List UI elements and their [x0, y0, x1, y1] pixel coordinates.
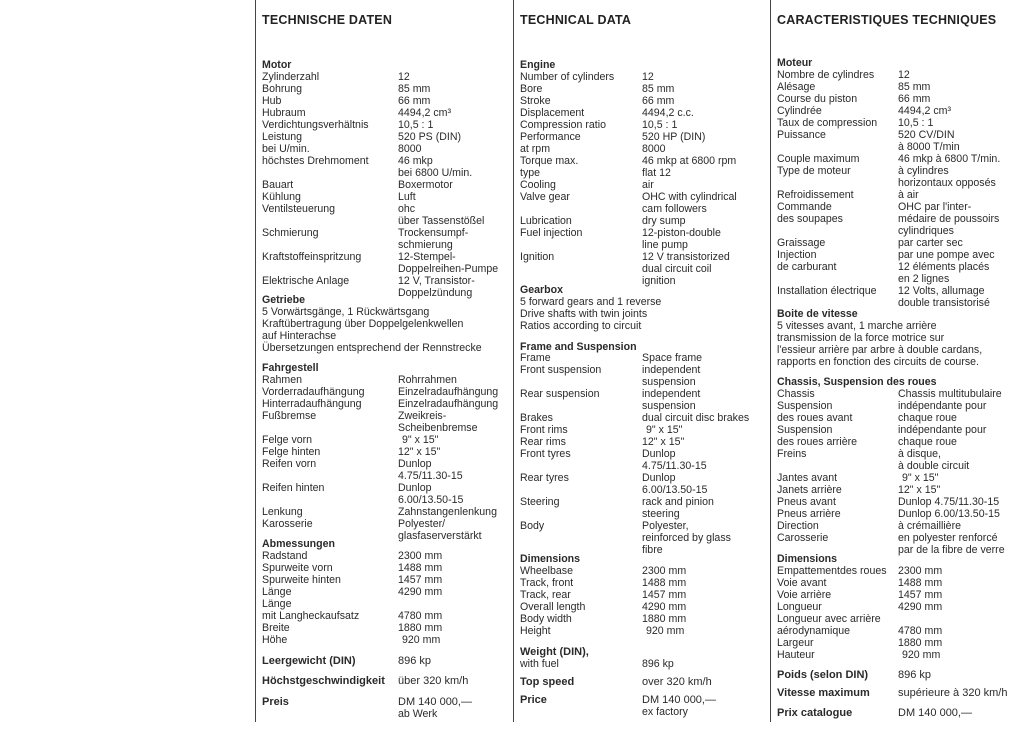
spec-label: 5 vitesses avant, 1 marche arrière [777, 320, 937, 332]
column-title: TECHNISCHE DATEN [262, 13, 393, 27]
spec-label: Couple maximum [777, 153, 860, 165]
spec-label: Lenkung [262, 506, 303, 518]
spec-label: Freins [777, 448, 807, 460]
spec-label: Felge vorn [262, 434, 313, 446]
spec-label: Höchstgeschwindigkeit [262, 675, 385, 687]
spec-value: 4290 mm [398, 586, 443, 598]
spec-value: schmierung [398, 239, 453, 251]
spec-value: 8000 [398, 143, 422, 155]
spec-value: bei 6800 U/min. [398, 167, 473, 179]
spec-label: Janets arrière [777, 484, 842, 496]
spec-value: DM 140 000,— [398, 696, 472, 708]
section-heading-text: Chassis, Suspension des roues [777, 376, 937, 388]
spec-value: über 320 km/h [398, 675, 469, 687]
spec-label: Price [520, 694, 547, 706]
spec-label: Type de moteur [777, 165, 851, 177]
spec-value: 12-piston-double [642, 227, 721, 239]
spec-value: Zweikreis- [398, 410, 447, 422]
spec-value: steering [642, 508, 680, 520]
section-heading-text: Gearbox [520, 284, 563, 296]
spec-value: 920 mm [902, 649, 941, 661]
column-title: CARACTERISTIQUES TECHNIQUES [777, 13, 997, 27]
spec-value: 1880 mm [898, 637, 943, 649]
spec-label: Preis [262, 696, 289, 708]
spec-value: cam followers [642, 203, 707, 215]
spec-label: Leergewicht (DIN) [262, 655, 356, 667]
spec-value: 920 mm [402, 634, 441, 646]
spec-label: Installation électrique [777, 285, 877, 297]
spec-value: 6.00/13.50-15 [398, 494, 464, 506]
spec-label: Ventilsteuerung [262, 203, 336, 215]
spec-label: Übersetzungen entsprechend der Rennstrecke [262, 342, 482, 354]
spec-value: 4.75/11.30-15 [398, 470, 463, 482]
spec-value: 9" x 15" [902, 472, 939, 484]
spec-label: Empattementdes roues [777, 565, 887, 577]
spec-value: 2300 mm [642, 565, 687, 577]
spec-label: Longueur avec arrière [777, 613, 881, 625]
spec-value: 12-Stempel- [398, 251, 456, 263]
spec-label: Reifen vorn [262, 458, 317, 470]
spec-label: Refroidissement [777, 189, 854, 201]
spec-value: 10,5 : 1 [642, 119, 678, 131]
spec-label: Bohrung [262, 83, 303, 95]
spec-label: Hauteur [777, 649, 815, 661]
spec-value: 6.00/13.50-15 [642, 484, 708, 496]
spec-value: 10,5 : 1 [398, 119, 434, 131]
spec-value: par une pompe avec [898, 249, 995, 261]
spec-value: supérieure à 320 km/h [898, 687, 1008, 699]
spec-value: 4290 mm [898, 601, 943, 613]
spec-value: médaire de poussoirs [898, 213, 1000, 225]
spec-label: Ignition [520, 251, 555, 263]
spec-value: 520 PS (DIN) [398, 131, 461, 143]
spec-value: dual circuit disc brakes [642, 412, 750, 424]
spec-value: 12" x 15" [642, 436, 685, 448]
column-english [513, 0, 769, 722]
spec-label: Länge [262, 586, 292, 598]
spec-value: DM 140 000,— [642, 694, 716, 706]
spec-label: Rear tyres [520, 472, 569, 484]
spec-value: Dunlop [398, 458, 432, 470]
spec-label: Direction [777, 520, 819, 532]
spec-label: Karosserie [262, 518, 313, 530]
spec-value: ab Werk [398, 708, 438, 720]
spec-value: 66 mm [398, 95, 431, 107]
spec-label: Pneus arrière [777, 508, 841, 520]
spec-label: de carburant [777, 261, 837, 273]
spec-value: suspension [642, 376, 696, 388]
spec-value: independent [642, 388, 701, 400]
spec-label: l'essieur arrière par arbre à double cardans, [777, 344, 983, 356]
spec-label: Rahmen [262, 374, 303, 386]
spec-label: Cooling [520, 179, 556, 191]
spec-label: Vitesse maximum [777, 687, 870, 699]
spec-label: Prix catalogue [777, 707, 853, 719]
spec-label: Taux de compression [777, 117, 878, 129]
spec-label: des soupapes [777, 213, 843, 225]
spec-label: Top speed [520, 676, 575, 688]
spec-label: des roues avant [777, 412, 853, 424]
spec-value: 8000 [642, 143, 666, 155]
spec-value: 46 mkp [398, 155, 433, 167]
spec-value: over 320 km/h [642, 676, 712, 688]
spec-value: 12 Volts, allumage [898, 285, 985, 297]
spec-value: Dunlop 6.00/13.50-15 [898, 508, 1000, 520]
spec-label: aérodynamique [777, 625, 851, 637]
spec-label: Zylinderzahl [262, 71, 320, 83]
spec-value: 520 CV/DIN [898, 129, 955, 141]
spec-value: reinforced by glass [642, 532, 731, 544]
section-heading-text: Abmessungen [262, 538, 335, 550]
spec-value: 9" x 15" [646, 424, 683, 436]
spec-label: Cylindrée [777, 105, 822, 117]
spec-value: 12" x 15" [398, 446, 441, 458]
section-heading-text: Getriebe [262, 294, 305, 306]
spec-value: suspension [642, 400, 696, 412]
spec-label: Frame [520, 352, 551, 364]
spec-value: horizontaux opposés [898, 177, 996, 189]
spec-value: dual circuit coil [642, 263, 712, 275]
spec-label: Rear suspension [520, 388, 600, 400]
spec-value: 896 kp [398, 655, 432, 667]
spec-label: Graissage [777, 237, 826, 249]
spec-value: 66 mm [642, 95, 675, 107]
spec-value: line pump [642, 239, 688, 251]
spec-label: Radstand [262, 550, 308, 562]
spec-value: 4.75/11.30-15 [642, 460, 707, 472]
section-heading-text: Engine [520, 59, 556, 71]
spec-label: Elektrische Anlage [262, 275, 350, 287]
column-german [255, 0, 513, 722]
spec-value: Polyester, [642, 520, 689, 532]
spec-value: 85 mm [642, 83, 675, 95]
spec-label: Voie arrière [777, 589, 832, 601]
spec-label: Puissance [777, 129, 826, 141]
spec-label: Alésage [777, 81, 816, 93]
section-heading-text: Dimensions [520, 553, 581, 565]
spec-label: Bore [520, 83, 543, 95]
spec-label: Performance [520, 131, 581, 143]
spec-label: Carosserie [777, 532, 829, 544]
spec-label: Höhe [262, 634, 288, 646]
spec-label: Pneus avant [777, 496, 836, 508]
spec-label: des roues arrière [777, 436, 858, 448]
spec-value: 12 [642, 71, 654, 83]
spec-value: par de la fibre de verre [898, 544, 1005, 556]
spec-label: Front suspension [520, 364, 602, 376]
spec-label: Largeur [777, 637, 814, 649]
spec-value: Dunlop 4.75/11.30-15 [898, 496, 1000, 508]
spec-value: 1488 mm [642, 577, 687, 589]
column-french [770, 0, 1024, 722]
spec-value: 12 [398, 71, 410, 83]
spec-label: Drive shafts with twin joints [520, 308, 648, 320]
spec-value: 896 kp [642, 658, 674, 670]
spec-label: Height [520, 625, 551, 637]
spec-value: 9" x 15" [402, 434, 439, 446]
spec-value: 4494,2 cm³ [898, 105, 951, 117]
spec-label: Chassis [777, 388, 815, 400]
spec-value: Chassis multitubulaire [898, 388, 1002, 400]
spec-label: Verdichtungsverhältnis [262, 119, 369, 131]
spec-value: Scheibenbremse [398, 422, 478, 434]
spec-label: bei U/min. [262, 143, 310, 155]
spec-value: OHC with cylindrical [642, 191, 737, 203]
spec-label: Steering [520, 496, 560, 508]
spec-value: 4780 mm [898, 625, 943, 637]
section-heading-text: Boite de vitesse [777, 308, 858, 320]
spec-label: Suspension [777, 424, 833, 436]
spec-label: Fußbremse [262, 410, 317, 422]
spec-label: Poids (selon DIN) [777, 669, 869, 681]
spec-label: Body [520, 520, 545, 532]
spec-value: à cylindres [898, 165, 949, 177]
spec-label: Front tyres [520, 448, 571, 460]
spec-label: Torque max. [520, 155, 579, 167]
spec-value: double transistorisé [898, 297, 990, 309]
section-heading-text: Weight (DIN), [520, 646, 589, 658]
spec-value: Rohrrahmen [398, 374, 457, 386]
spec-value: Doppelzündung [398, 287, 473, 299]
spec-label: Overall length [520, 601, 586, 613]
spec-value: 1457 mm [398, 574, 443, 586]
spec-label: Länge [262, 598, 292, 610]
spec-value: à air [898, 189, 919, 201]
spec-label: auf Hinterachse [262, 330, 337, 342]
spec-value: 920 mm [646, 625, 685, 637]
spec-label: 5 Vorwärtsgänge, 1 Rückwärtsgang [262, 306, 430, 318]
spec-value: Doppelreihen-Pumpe [398, 263, 499, 275]
spec-value: flat 12 [642, 167, 671, 179]
spec-value: en polyester renforcé [898, 532, 998, 544]
spec-value: Space frame [642, 352, 703, 364]
spec-value: 12 V transistorized [642, 251, 730, 263]
spec-value: Luft [398, 191, 416, 203]
spec-value: DM 140 000,— [898, 707, 972, 719]
spec-label: Displacement [520, 107, 585, 119]
spec-label: at rpm [520, 143, 551, 155]
spec-value: 12" x 15" [898, 484, 941, 496]
spec-value: chaque roue [898, 436, 957, 448]
spec-value: 2300 mm [898, 565, 943, 577]
spec-value: 2300 mm [398, 550, 443, 562]
spec-value: rack and pinion [642, 496, 714, 508]
spec-value: 1488 mm [898, 577, 943, 589]
spec-value: Zahnstangenlenkung [398, 506, 497, 518]
spec-value: ex factory [642, 706, 688, 718]
spec-label: Lubrication [520, 215, 572, 227]
spec-value: 1880 mm [642, 613, 687, 625]
spec-label: Rear rims [520, 436, 566, 448]
spec-value: 12 [898, 69, 910, 81]
spec-label: Bauart [262, 179, 294, 191]
spec-value: par carter sec [898, 237, 963, 249]
spec-label: Injection [777, 249, 817, 261]
spec-value: à 8000 T/min [898, 141, 960, 153]
spec-label: Track, rear [520, 589, 571, 601]
spec-label: Compression ratio [520, 119, 606, 131]
section-heading-text: Moteur [777, 57, 813, 69]
spec-value: 66 mm [898, 93, 931, 105]
spec-value: à crémaillière [898, 520, 961, 532]
spec-value: 4780 mm [398, 610, 443, 622]
spec-value: 520 HP (DIN) [642, 131, 706, 143]
spec-value: chaque roue [898, 412, 957, 424]
spec-label: Fuel injection [520, 227, 583, 239]
column-title: TECHNICAL DATA [520, 13, 632, 27]
spec-value: Trockensumpf- [398, 227, 469, 239]
spec-value: ignition [642, 275, 676, 287]
spec-value: OHC par l'inter- [898, 201, 972, 213]
spec-label: Wheelbase [520, 565, 573, 577]
spec-value: 85 mm [398, 83, 431, 95]
spec-label: Commande [777, 201, 832, 213]
spec-value: 85 mm [898, 81, 931, 93]
spec-value: 1457 mm [898, 589, 943, 601]
spec-value: 1880 mm [398, 622, 443, 634]
spec-value: 12 V, Transistor- [398, 275, 475, 287]
spec-label: Hinterradaufhängung [262, 398, 362, 410]
spec-value: Dunlop [642, 472, 676, 484]
spec-label: Felge hinten [262, 446, 321, 458]
spec-label: Kraftübertragung über Doppelgelenkwellen [262, 318, 464, 330]
spec-label: Breite [262, 622, 290, 634]
spec-label: Leistung [262, 131, 303, 143]
spec-label: Kühlung [262, 191, 301, 203]
spec-label: type [520, 167, 541, 179]
spec-label: Longueur [777, 601, 822, 613]
spec-value: à double circuit [898, 460, 970, 472]
spec-value: indépendante pour [898, 424, 987, 436]
spec-label: Jantes avant [777, 472, 838, 484]
spec-value: 896 kp [898, 669, 932, 681]
spec-label: Spurweite vorn [262, 562, 333, 574]
spec-value: Dunlop [642, 448, 676, 460]
spec-label: Reifen hinten [262, 482, 325, 494]
spec-label: 5 forward gears and 1 reverse [520, 296, 662, 308]
spec-value: air [642, 179, 654, 191]
spec-value: en 2 lignes [898, 273, 950, 285]
spec-value: Dunlop [398, 482, 432, 494]
spec-value: indépendante pour [898, 400, 987, 412]
spec-value: 10,5 : 1 [898, 117, 934, 129]
spec-value: 1457 mm [642, 589, 687, 601]
spec-value: Polyester/ [398, 518, 446, 530]
spec-label: Front rims [520, 424, 568, 436]
section-heading-text: Frame and Suspension [520, 341, 637, 353]
spec-value: Einzelradaufhängung [398, 398, 499, 410]
spec-label: Schmierung [262, 227, 319, 239]
spec-label: Course du piston [777, 93, 858, 105]
spec-label: with fuel [520, 658, 559, 670]
spec-value: 46 mkp at 6800 rpm [642, 155, 737, 167]
spec-value: à disque, [898, 448, 941, 460]
spec-label: höchstes Drehmoment [262, 155, 369, 167]
spec-label: Spurweite hinten [262, 574, 341, 586]
spec-label: Vorderradaufhängung [262, 386, 365, 398]
spec-label: Suspension [777, 400, 833, 412]
spec-value: ohc [398, 203, 416, 215]
spec-label: Hubraum [262, 107, 306, 119]
spec-value: 1488 mm [398, 562, 443, 574]
spec-label: Nombre de cylindres [777, 69, 875, 81]
spec-label: transmission de la force motrice sur [777, 332, 945, 344]
spec-label: rapports en fonction des circuits de course. [777, 356, 979, 368]
spec-label: Hub [262, 95, 282, 107]
spec-label: Brakes [520, 412, 553, 424]
spec-label: Ratios according to circuit [520, 320, 642, 332]
spec-value: cylindriques [898, 225, 954, 237]
spec-label: Number of cylinders [520, 71, 615, 83]
section-heading-text: Dimensions [777, 553, 838, 565]
spec-value: 46 mkp à 6800 T/min. [898, 153, 1001, 165]
spec-value: Boxermotor [398, 179, 453, 191]
spec-value: 12 éléments placés [898, 261, 990, 273]
spec-value: Einzelradaufhängung [398, 386, 499, 398]
spec-label: Valve gear [520, 191, 570, 203]
spec-label: Body width [520, 613, 572, 625]
spec-label: Track, front [520, 577, 574, 589]
spec-value: glasfaserverstärkt [398, 530, 482, 542]
spec-value: 4494,2 c.c. [642, 107, 694, 119]
spec-label: mit Langheckaufsatz [262, 610, 360, 622]
spec-value: independent [642, 364, 701, 376]
spec-label: Kraftstoffeinspritzung [262, 251, 362, 263]
spec-label: Stroke [520, 95, 551, 107]
spec-value: dry sump [642, 215, 686, 227]
section-heading-text: Fahrgestell [262, 362, 319, 374]
spec-value: über Tassenstößel [398, 215, 485, 227]
spec-value: fibre [642, 544, 663, 556]
spec-value: 4290 mm [642, 601, 687, 613]
spec-label: Voie avant [777, 577, 827, 589]
section-heading-text: Motor [262, 59, 292, 71]
spec-value: 4494,2 cm³ [398, 107, 451, 119]
